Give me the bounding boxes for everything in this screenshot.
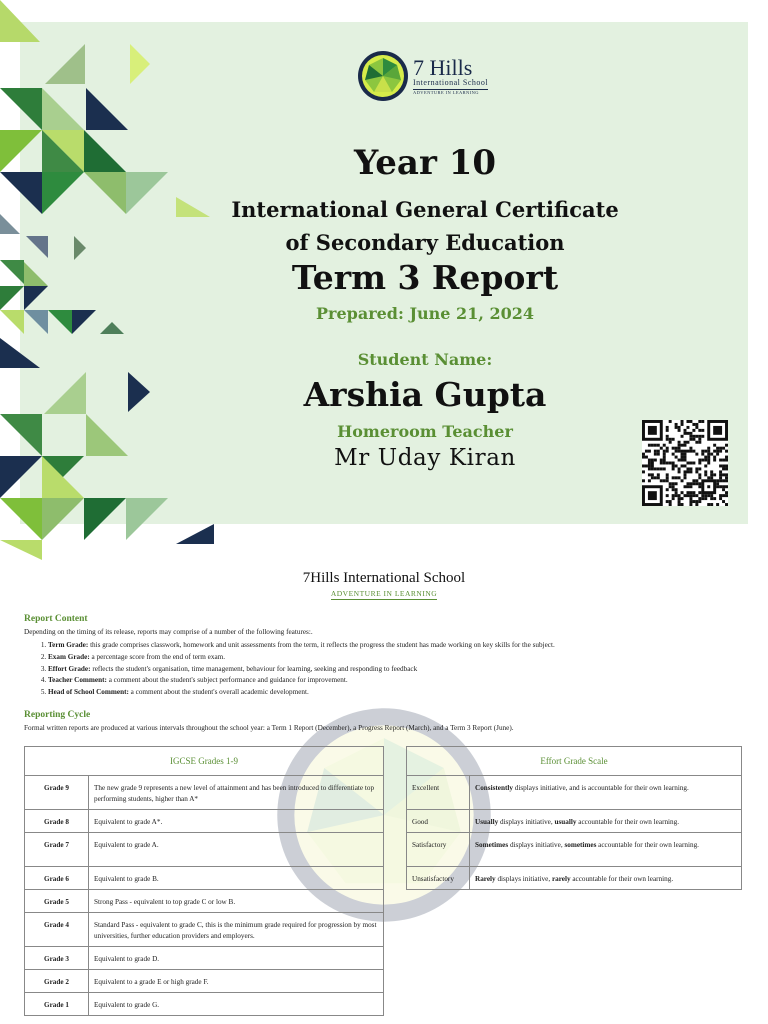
grade-label: Grade 9 xyxy=(25,776,89,810)
year-title: Year 10 xyxy=(353,143,497,183)
grade-description: Equivalent to a grade E or high grade F. xyxy=(89,970,384,993)
prepared-date: Prepared: June 21, 2024 xyxy=(316,304,534,323)
feature-term: Exam Grade: xyxy=(48,652,90,661)
logo-name: 7 Hills xyxy=(413,54,473,80)
effort-text: displays initiative, xyxy=(498,818,555,826)
grade-description: Standard Pass - equivalent to grade C, this is the minimum grade required for progression by most universities, further education providers and employers. xyxy=(89,913,384,947)
igcse-grades-table xyxy=(24,746,384,1016)
report-content-intro: Depending on the timing of its release, reports may comprise of a number of the following features:. xyxy=(24,628,313,636)
effort-text: displays initiative, xyxy=(508,841,565,849)
table-row xyxy=(25,776,384,810)
effort-label: Unsatisfactory xyxy=(407,867,470,890)
effort-label: Good xyxy=(407,810,470,833)
feature-term: Effort Grade: xyxy=(48,664,91,673)
qualification-line-2: of Secondary Education xyxy=(285,230,565,255)
feature-item xyxy=(48,640,768,652)
school-tagline-text: ADVENTURE IN LEARNING xyxy=(330,589,438,598)
effort-keyword: Sometimes xyxy=(475,841,509,849)
table-row xyxy=(25,867,384,890)
grade-label: Grade 8 xyxy=(25,810,89,833)
effort-table-title: Effort Grade Scale xyxy=(407,747,742,776)
feature-term: Term Grade: xyxy=(48,641,89,649)
effort-text: accountable for their own learning. xyxy=(570,875,674,883)
feature-item xyxy=(48,664,768,676)
homeroom-teacher-name: Mr Uday Kiran xyxy=(334,445,516,471)
effort-label: Satisfactory xyxy=(407,833,470,867)
table-row xyxy=(25,833,384,867)
effort-label: Excellent xyxy=(407,776,470,810)
effort-keyword: sometimes xyxy=(564,841,597,849)
heptagon-logo-icon xyxy=(357,50,409,102)
grade-description: Equivalent to grade D. xyxy=(89,947,384,970)
effort-text: accountable for their own learning. xyxy=(596,841,699,849)
effort-description xyxy=(470,776,742,810)
effort-text: displays initiative, and is accountable for their own learning. xyxy=(512,784,689,792)
table-row xyxy=(407,833,742,867)
effort-keyword: usually xyxy=(554,818,577,826)
feature-desc: a comment about the student's overall academic development. xyxy=(128,688,309,697)
grade-description: Equivalent to grade A*. xyxy=(89,810,384,833)
school-name: 7Hills International School xyxy=(302,570,466,586)
feature-desc: reflects the student's organisation, time management, behaviour for learning, seeking and responding to feedback xyxy=(90,664,418,673)
grade-description: The new grade 9 represents a new level of attainment and has been introduced to differentiate top performing students, higher than A* xyxy=(89,776,384,810)
grade-description: Equivalent to grade A. xyxy=(89,833,384,867)
school-logo xyxy=(357,50,488,102)
effort-text: displays initiative, xyxy=(495,875,552,883)
grade-label: Grade 2 xyxy=(25,970,89,993)
table-row xyxy=(25,947,384,970)
feature-desc: this grade comprises classwork, homework and unit assessments from the term, it reflects the progress the student has made working on key skills for the subject. xyxy=(88,641,555,649)
student-name: Arshia Gupta xyxy=(303,375,547,414)
grade-label: Grade 5 xyxy=(25,890,89,913)
table-row xyxy=(407,867,742,890)
features-list xyxy=(24,640,768,699)
igcse-table-title: IGCSE Grades 1-9 xyxy=(25,747,384,776)
student-name-label: Student Name: xyxy=(357,350,493,369)
table-row xyxy=(407,776,742,810)
report-content-heading: Report Content xyxy=(24,614,88,624)
feature-item xyxy=(48,675,768,687)
table-row xyxy=(25,970,384,993)
table-row xyxy=(25,913,384,947)
qr-code-icon[interactable] xyxy=(641,420,729,506)
effort-keyword: rarely xyxy=(551,875,571,883)
reporting-cycle-text: Formal written reports are produced at various intervals throughout the school year: a Term 1 Report (December), a Progress Report (March), and a Term 3 Report (June). xyxy=(24,724,514,732)
homeroom-teacher-label: Homeroom Teacher xyxy=(337,422,513,441)
grade-label: Grade 1 xyxy=(25,993,89,1016)
feature-item xyxy=(48,652,768,664)
table-row xyxy=(25,993,384,1016)
qualification-title xyxy=(175,193,675,259)
qualification-line-1: International General Certificate xyxy=(231,197,619,222)
table-row xyxy=(407,810,742,833)
effort-keyword: Usually xyxy=(475,818,499,826)
effort-keyword: Rarely xyxy=(475,875,496,883)
feature-term: Head of School Comment: xyxy=(48,688,129,697)
feature-desc: a comment about the student's subject performance and guidance for improvement. xyxy=(106,676,348,685)
effort-text: accountable for their own learning. xyxy=(576,818,680,826)
effort-description xyxy=(470,867,742,890)
grade-description: Equivalent to grade G. xyxy=(89,993,384,1016)
feature-term: Teacher Comment: xyxy=(48,676,107,685)
reporting-cycle-heading: Reporting Cycle xyxy=(24,710,91,720)
table-row xyxy=(25,810,384,833)
feature-item xyxy=(48,687,768,699)
grade-label: Grade 7 xyxy=(25,833,89,867)
report-title: Term 3 Report xyxy=(291,258,559,297)
logo-sub: International School xyxy=(413,77,489,87)
effort-keyword: Consistently xyxy=(475,784,513,792)
feature-desc: a percentage score from the end of term exam. xyxy=(89,652,226,661)
effort-description xyxy=(470,833,742,867)
effort-description xyxy=(470,810,742,833)
school-tagline xyxy=(0,589,768,598)
table-row xyxy=(25,890,384,913)
effort-grade-table xyxy=(406,746,742,890)
logo-tagline: ADVENTURE IN LEARNING xyxy=(413,89,488,96)
grade-label: Grade 6 xyxy=(25,867,89,890)
grade-description: Strong Pass - equivalent to top grade C or low B. xyxy=(89,890,384,913)
grade-label: Grade 3 xyxy=(25,947,89,970)
grade-label: Grade 4 xyxy=(25,913,89,947)
grade-description: Equivalent to grade B. xyxy=(89,867,384,890)
